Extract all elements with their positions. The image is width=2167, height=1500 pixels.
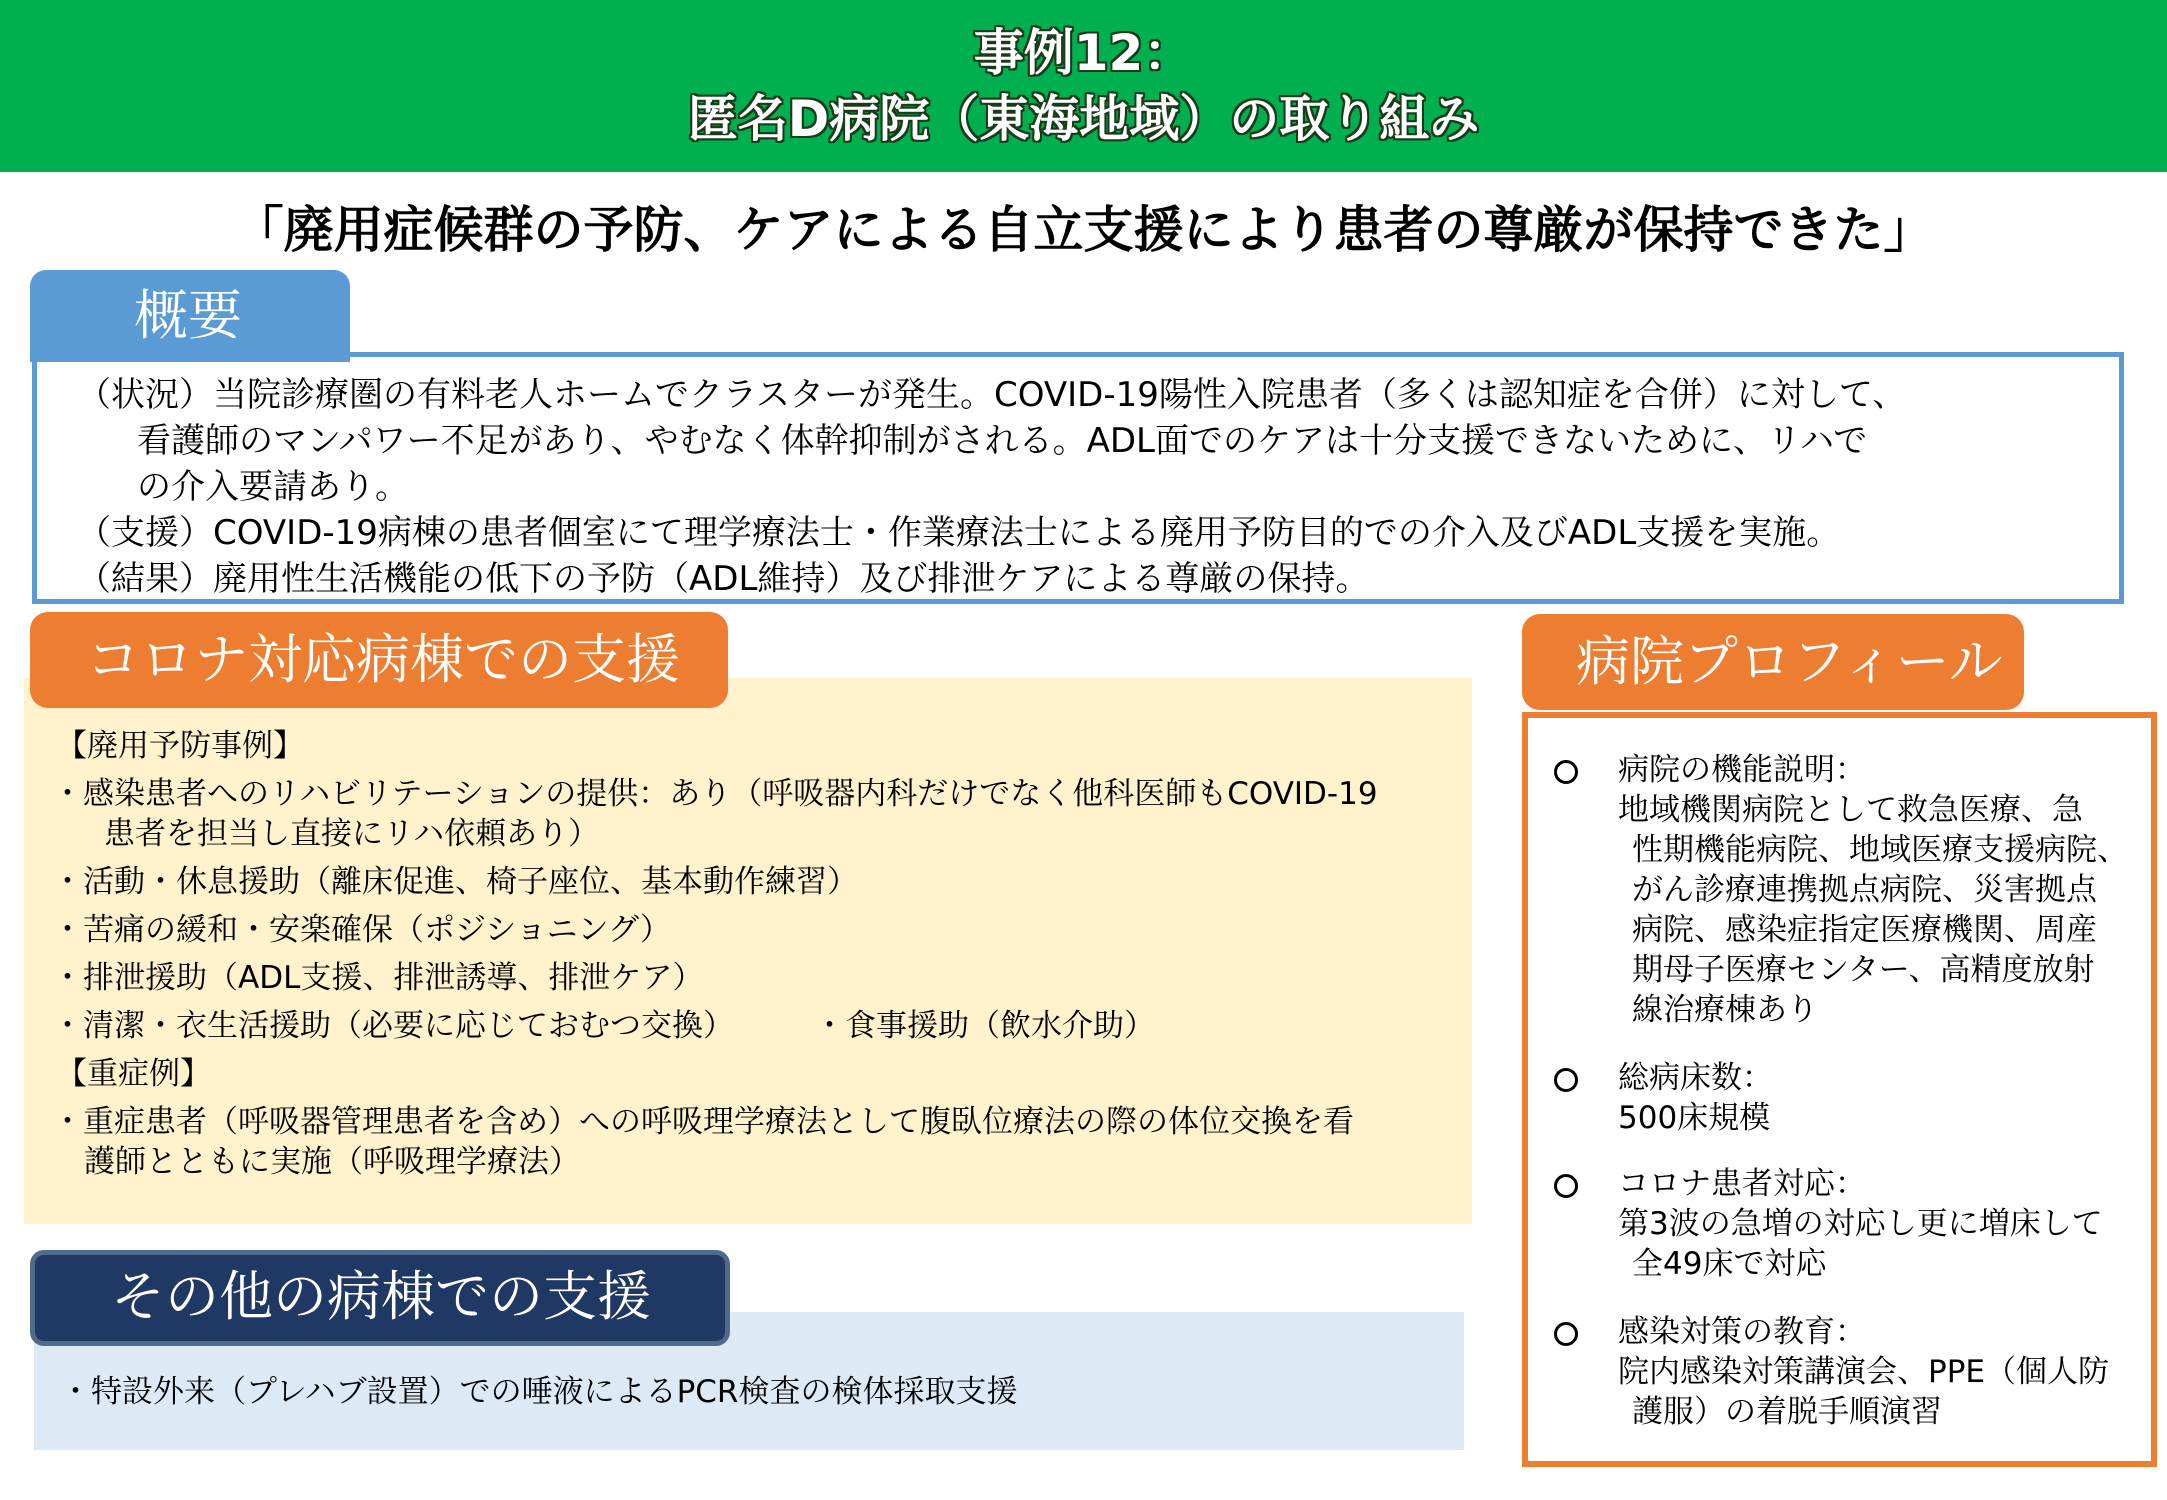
list-item: ・重症患者（呼吸器管理患者を含め）への呼吸理学療法として腹臥位療法の際の体位交換を看 xyxy=(52,1104,1354,1140)
overview-line: 看護師のマンパワー不足があり、やむなく体幹抑制がされる。ADL面でのケアは十分支援できないために、リハで xyxy=(137,421,1868,461)
profile-text: がん診療連携拠点病院、災害拠点 xyxy=(1632,872,2097,908)
corona-ward-title: コロナ対応病棟での支援 xyxy=(30,612,728,708)
profile-label: コロナ患者対応： xyxy=(1618,1166,1866,1202)
list-item: ・排泄援助（ADL支援、排泄誘導、排泄ケア） xyxy=(52,960,704,996)
other-ward-title: その他の病棟での支援 xyxy=(30,1250,730,1346)
profile-label: 病院の機能説明： xyxy=(1618,752,1866,788)
list-item: 護師とともに実施（呼吸理学療法） xyxy=(84,1144,580,1180)
list-item: 患者を担当し直接にリハ依頼あり） xyxy=(104,816,600,852)
header-title-line2: 匿名D病院（東海地域）の取り組み xyxy=(687,90,1480,148)
page-subtitle: 「廃用症候群の予防、ケアによる自立支援により患者の尊厳が保持できた」 xyxy=(233,201,1934,259)
profile-text: 院内感染対策講演会、PPE（個人防 xyxy=(1618,1354,2109,1390)
profile-text: 全49床で対応 xyxy=(1632,1246,1827,1282)
list-item: ・活動・休息援助（離床促進、椅子座位、基本動作練習） xyxy=(52,864,858,900)
circle-bullet-icon xyxy=(1554,1322,1578,1346)
section-heading: 【廃用予防事例】 xyxy=(56,728,304,764)
overview-title: 概要 xyxy=(30,270,350,362)
section-heading: 【重症例】 xyxy=(56,1056,211,1092)
profile-text: 線治療棟あり xyxy=(1632,992,1818,1028)
hospital-profile-box xyxy=(1522,712,2157,1467)
profile-text: 第3波の急増の対応し更に増床して xyxy=(1618,1206,2103,1242)
profile-text: 護服）の着脱手順演習 xyxy=(1632,1394,1942,1430)
overview-line: （結果）廃用性生活機能の低下の予防（ADL維持）及び排泄ケアによる尊厳の保持。 xyxy=(77,559,1370,599)
list-item: ・特設外来（プレハブ設置）での唾液によるPCR検査の検体採取支援 xyxy=(60,1374,1018,1410)
list-item: ・清潔・衣生活援助（必要に応じておむつ交換） xyxy=(52,1008,734,1044)
overview-line: の介入要請あり。 xyxy=(137,467,409,507)
overview-box xyxy=(32,352,2124,604)
profile-label: 総病床数： xyxy=(1618,1060,1773,1096)
profile-text: 性期機能病院、地域医療支援病院、 xyxy=(1632,832,2128,868)
profile-text: 期母子医療センター、高精度放射 xyxy=(1632,952,2095,988)
list-item: ・食事援助（飲水介助） xyxy=(814,1008,1155,1044)
profile-label: 感染対策の教育： xyxy=(1618,1314,1866,1350)
circle-bullet-icon xyxy=(1554,1174,1578,1198)
list-item: ・感染患者へのリハビリテーションの提供：あり（呼吸器内科だけでなく他科医師もCOVID-19 xyxy=(52,776,1378,812)
circle-bullet-icon xyxy=(1554,1068,1578,1092)
overview-line: （状況）当院診療圏の有料老人ホームでクラスターが発生。COVID-19陽性入院患者（多くは認知症を合併）に対して、 xyxy=(77,375,1907,415)
circle-bullet-icon xyxy=(1554,760,1578,784)
corona-ward-panel xyxy=(24,678,1472,1224)
list-item: ・苦痛の緩和・安楽確保（ポジショニング） xyxy=(52,912,671,948)
hospital-profile-title: 病院プロフィール xyxy=(1522,614,2024,710)
profile-text: 地域機関病院として救急医療、急 xyxy=(1618,792,2083,828)
header-banner xyxy=(0,0,2167,172)
overview-line: （支援）COVID-19病棟の患者個室にて理学療法士・作業療法士による廃用予防目的での介入及びADL支援を実施。 xyxy=(77,513,1841,553)
profile-text: 500床規模 xyxy=(1618,1100,1771,1136)
profile-text: 病院、感染症指定医療機関、周産 xyxy=(1632,912,2097,948)
header-title-line1: 事例12： xyxy=(973,24,1194,82)
